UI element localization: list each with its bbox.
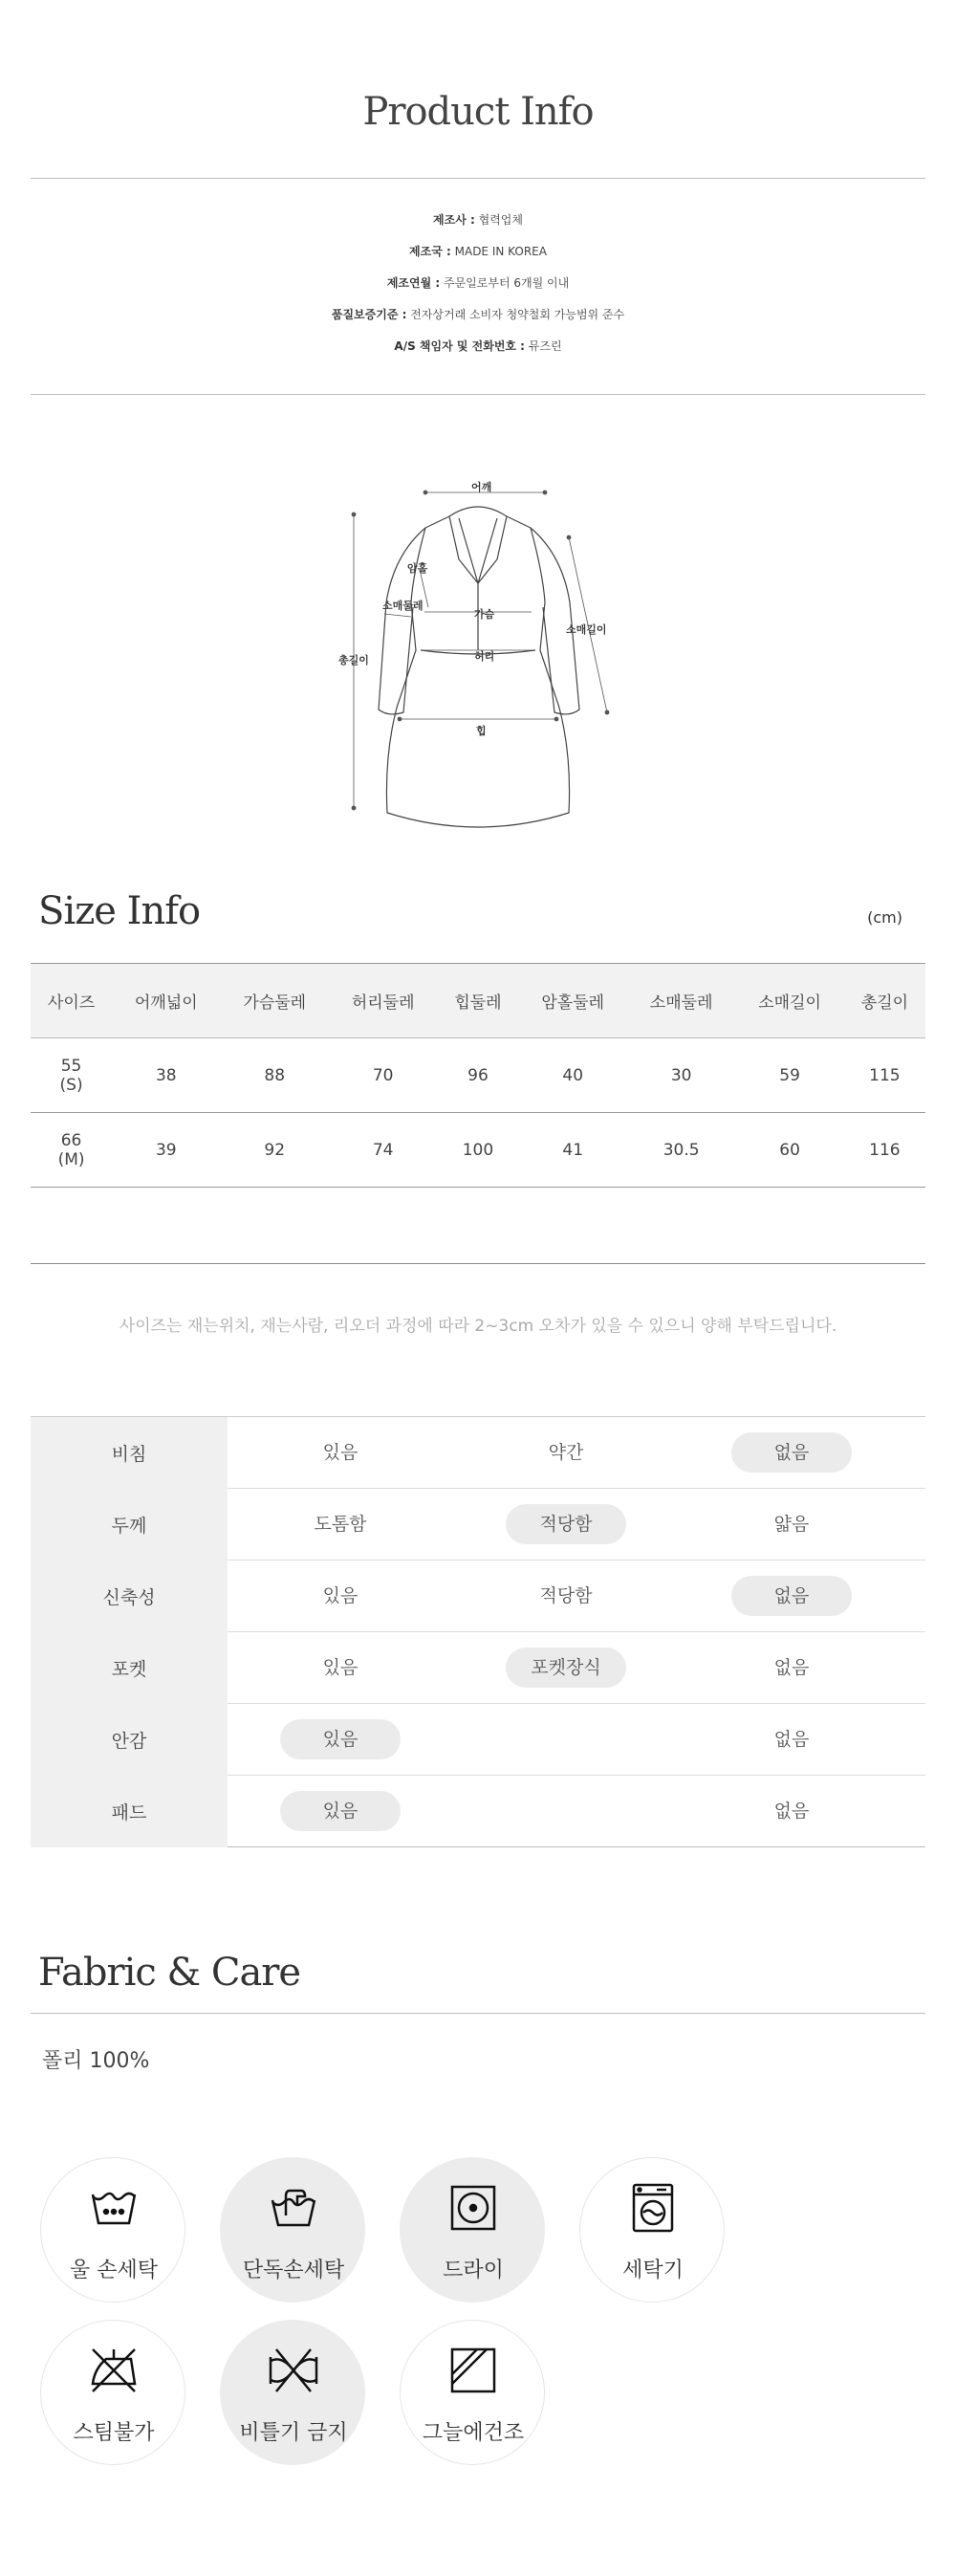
attribute-option: [228, 1561, 453, 1632]
option-selected: 포켓장식: [506, 1648, 626, 1688]
attribute-label: 포켓: [31, 1632, 228, 1704]
attribute-row: [31, 1632, 925, 1704]
option-selected: 있음: [280, 1791, 401, 1831]
header-cell: 소매길이: [735, 964, 843, 1038]
header-cell: 힙둘레: [437, 964, 518, 1038]
attribute-option: [453, 1776, 679, 1847]
size-name: 66: [60, 1130, 82, 1150]
garment-size-diagram: [325, 469, 631, 861]
table-cell: 115: [844, 1038, 925, 1113]
dress-illustration: [325, 469, 631, 861]
attribute-option: [679, 1561, 904, 1632]
attribute-option: [228, 1632, 453, 1704]
table-cell: 60: [735, 1113, 843, 1188]
table-cell: 30.5: [627, 1113, 735, 1188]
attribute-option: [679, 1489, 904, 1561]
divider: [31, 2013, 925, 2014]
care-label: 스팀불가: [73, 2421, 155, 2445]
header-cell: 암홀둘레: [519, 964, 627, 1038]
size-name: 55: [60, 1056, 82, 1076]
size-sub: (S): [59, 1075, 83, 1095]
size-cell: [31, 1038, 112, 1113]
attribute-option: [453, 1561, 679, 1632]
product-info-title: Product Info: [362, 90, 594, 134]
size-unit: (cm): [867, 908, 902, 927]
option-text: 도톰함: [314, 1514, 367, 1535]
care-item-no-steam: [40, 2320, 185, 2465]
table-cell: 70: [329, 1038, 437, 1113]
wool-handwash-icon: [89, 2183, 139, 2233]
option-text: 있음: [322, 1585, 358, 1606]
care-label: 비틀기 금지: [239, 2421, 348, 2445]
info-value: 전자상거래 소비자 청약철회 가능범위 준수: [406, 308, 625, 321]
attribute-option: [453, 1632, 679, 1704]
table-cell: 92: [221, 1113, 329, 1188]
size-note: 사이즈는 재는위치, 재는사람, 리오더 과정에 따라 2~3cm 오차가 있을 수 있으니 양해 부탁드립니다.: [119, 1317, 837, 1336]
care-label: 단독손세탁: [242, 2259, 345, 2282]
attribute-row: [31, 1561, 925, 1632]
attribute-row: [31, 1776, 925, 1847]
attribute-option: [679, 1632, 904, 1704]
table-cell: 96: [437, 1038, 518, 1113]
label-armhole: 암홀: [407, 562, 428, 575]
attribute-option: [228, 1776, 453, 1847]
option-selected: 적당함: [506, 1504, 626, 1544]
product-info-line: [0, 242, 956, 273]
attribute-label: 비침: [31, 1417, 228, 1489]
washing-machine-icon: [628, 2183, 678, 2233]
attribute-table: [31, 1416, 925, 1847]
table-cell: 116: [844, 1113, 925, 1188]
header-cell: 총길이: [844, 964, 925, 1038]
table-cell: 30: [627, 1038, 735, 1113]
divider: [31, 1263, 925, 1264]
dry-clean-icon: [448, 2183, 498, 2233]
divider: [31, 394, 925, 395]
size-info-title: Size Info: [38, 889, 201, 933]
care-item-dry-clean: [400, 2157, 545, 2303]
table-cell: 74: [329, 1113, 437, 1188]
product-info-line: [0, 210, 956, 242]
care-item-shade-dry: [400, 2320, 545, 2465]
product-info-line: [0, 305, 956, 337]
option-text: 적당함: [539, 1585, 593, 1606]
care-item-washing-machine: [579, 2157, 725, 2303]
info-label: 품질보증기준 :: [331, 308, 407, 321]
attribute-label: 안감: [31, 1704, 228, 1776]
label-chest: 가슴: [474, 608, 495, 621]
attribute-row: [31, 1489, 925, 1561]
table-cell: 39: [112, 1113, 220, 1188]
header-cell: 사이즈: [31, 964, 112, 1038]
option-text: 있음: [322, 1657, 358, 1678]
separate-handwash-icon: [269, 2183, 318, 2233]
fabric-care-title: Fabric & Care: [38, 1951, 301, 1995]
header-cell: 허리둘레: [329, 964, 437, 1038]
info-label: 제조국 :: [409, 245, 451, 258]
option-selected: 없음: [731, 1432, 852, 1473]
divider: [31, 178, 925, 179]
care-label: 울 손세탁: [69, 2259, 158, 2282]
product-info-line: [0, 337, 956, 368]
attribute-option: [679, 1704, 904, 1776]
no-wring-icon: [269, 2346, 318, 2395]
label-sleeve-length: 소매길이: [566, 623, 607, 636]
info-value: 협력업체: [474, 213, 523, 227]
option-text: 없음: [773, 1801, 810, 1822]
table-cell: 41: [519, 1113, 627, 1188]
attribute-option: [453, 1704, 679, 1776]
info-value: MADE IN KOREA: [450, 245, 547, 258]
attribute-option: [453, 1489, 679, 1561]
size-table-header-row: [31, 964, 925, 1038]
option-text: 얇음: [773, 1514, 810, 1535]
table-cell: 38: [112, 1038, 220, 1113]
attribute-row: [31, 1417, 925, 1489]
size-sub: (M): [57, 1149, 85, 1169]
size-cell: [31, 1113, 112, 1188]
table-cell: 40: [519, 1038, 627, 1113]
table-row: [31, 1113, 925, 1188]
table-row: [31, 1038, 925, 1113]
table-cell: 59: [735, 1038, 843, 1113]
attribute-label: 패드: [31, 1776, 228, 1847]
option-text: 없음: [773, 1729, 810, 1750]
attribute-option: [228, 1489, 453, 1561]
label-total-length: 총길이: [338, 654, 369, 666]
attribute-option: [453, 1417, 679, 1489]
option-text: 없음: [773, 1657, 810, 1678]
info-label: 제조연월 :: [386, 276, 441, 290]
care-label: 세탁기: [622, 2259, 684, 2282]
option-text: 있음: [322, 1442, 358, 1463]
attribute-option: [228, 1704, 453, 1776]
label-sleeve-circumference: 소매둘레: [382, 600, 424, 612]
no-steam-icon: [89, 2346, 139, 2395]
attribute-row: [31, 1704, 925, 1776]
product-info-list: [0, 210, 956, 368]
shade-dry-icon: [448, 2346, 498, 2395]
care-item-wool-handwash: [40, 2157, 185, 2303]
attribute-option: [679, 1417, 904, 1489]
care-item-separate-handwash: [220, 2157, 365, 2303]
option-selected: 없음: [731, 1576, 852, 1616]
header-cell: 가슴둘레: [221, 964, 329, 1038]
info-value: 뮤즈린: [524, 339, 562, 353]
care-label: 그늘에건조: [422, 2421, 525, 2445]
info-label: A/S 책임자 및 전화번호 :: [394, 339, 525, 353]
care-item-no-wring: [220, 2320, 365, 2465]
option-selected: 있음: [280, 1719, 401, 1759]
table-cell: 88: [221, 1038, 329, 1113]
header-cell: 소매둘레: [627, 964, 735, 1038]
option-text: 약간: [548, 1442, 584, 1463]
attribute-label: 신축성: [31, 1561, 228, 1632]
label-shoulder: 어깨: [471, 481, 492, 493]
care-label: 드라이: [443, 2259, 504, 2282]
header-cell: 어깨넓이: [112, 964, 220, 1038]
fabric-material: 폴리 100%: [42, 2049, 150, 2073]
size-table: [31, 963, 925, 1188]
table-cell: 100: [437, 1113, 518, 1188]
info-value: 주문일로부터 6개월 이내: [440, 276, 570, 290]
attribute-option: [679, 1776, 904, 1847]
attribute-label: 두께: [31, 1489, 228, 1561]
label-hip: 힙: [476, 725, 487, 737]
attribute-option: [228, 1417, 453, 1489]
info-label: 제조사 :: [433, 213, 475, 227]
label-waist: 허리: [474, 650, 495, 663]
product-info-line: [0, 273, 956, 305]
